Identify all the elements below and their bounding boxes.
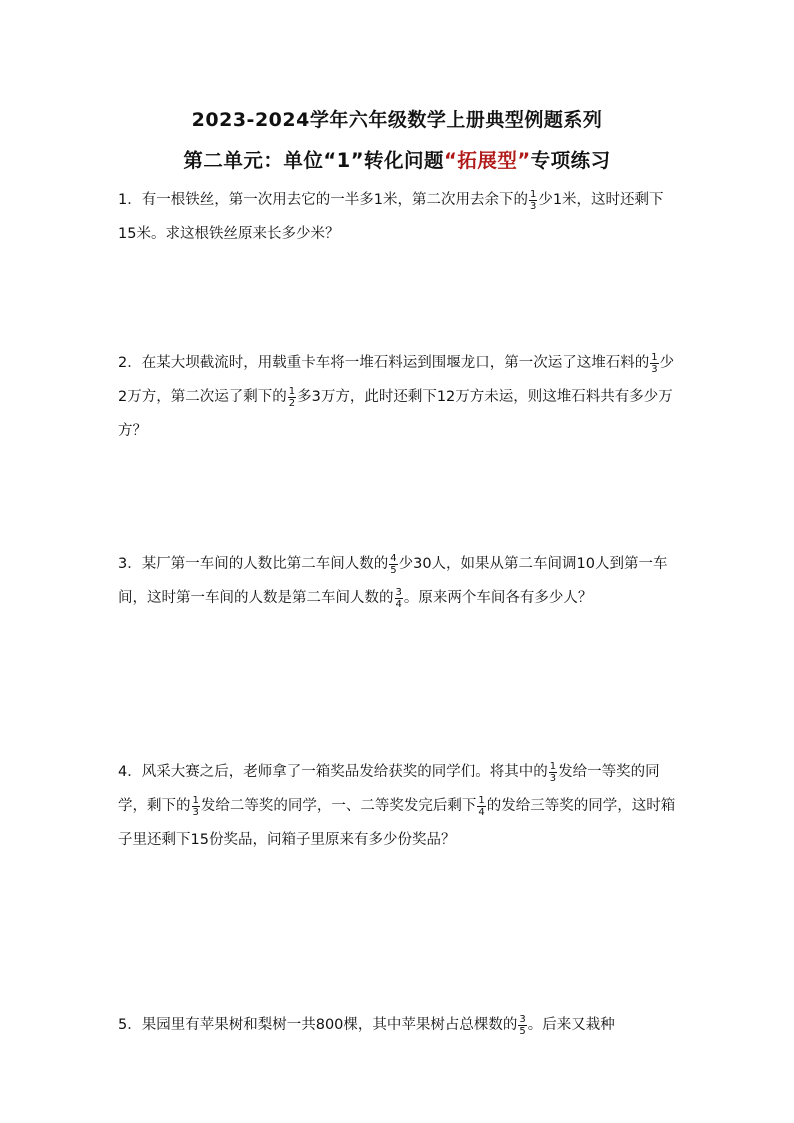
fraction: $\frac{1}{2}$ xyxy=(288,385,296,409)
problem-2: 2．在某大坝截流时，用载重卡车将一堆石料运到围堰龙口，第一次运了这堆石料的 $\frac{1}{3}$ 少2万方，第二次运了剩下的 $\frac{1}{2}$ 多3万方，此时还剩下12万方未运，则这堆石料共有多少万方？ xyxy=(118,351,675,439)
subtitle-pre: 第二单元：单位“1”转化问题 xyxy=(183,149,445,172)
subtitle-highlight: “拓展型” xyxy=(444,149,531,172)
fraction: $\frac{1}{3}$ xyxy=(192,794,199,818)
problem-3: 3．某厂第一车间的人数比第二车间人数的 $\frac{4}{5}$ 少30人，如果从第二车间调10人到第一车间，这时第一车间的人数是第二车间人数的 $\frac{3}{4}$ 。原来两个车间各有多少人？ xyxy=(118,552,668,610)
problem-1: 1．有一根铁丝，第一次用去它的一半多1米，第二次用去余下的 $\frac{1}{3}$ 少1米，这时还剩下15米。求这根铁丝原来长多少米？ xyxy=(118,188,664,242)
subtitle-post: 专项练习 xyxy=(530,149,611,172)
fraction: $\frac{3}{4}$ xyxy=(395,586,402,610)
fraction: $\frac{1}{3}$ xyxy=(651,351,658,375)
fraction: $\frac{3}{5}$ xyxy=(519,1013,526,1037)
fraction: $\frac{4}{5}$ xyxy=(390,552,397,576)
problem-4: 4．风采大赛之后，老师拿了一箱奖品发给获奖的同学们。将其中的 $\frac{1}{3}$ 发给一等奖的同学，剩下的 $\frac{1}{3}$ 发给二等奖的同学，一、二等奖发完后剩下 $\frac{1}{4}$ 的发给三等奖的同学，这时箱子里还剩下15份奖品，问箱子里原来有多少份奖品？ xyxy=(118,760,676,848)
fraction: $\frac{1}{3}$ xyxy=(529,188,537,212)
page-title: 2023-2024学年六年级数学上册典型例题系列 xyxy=(191,109,603,131)
page-subtitle xyxy=(0,145,794,173)
problem-5: 5．果园里有苹果树和梨树一共800棵，其中苹果树占总棵数的 $\frac{3}{5}$ 。后来又栽种 xyxy=(118,1013,615,1037)
fraction: $\frac{1}{4}$ xyxy=(478,794,485,818)
fraction: $\frac{1}{3}$ xyxy=(549,760,557,784)
